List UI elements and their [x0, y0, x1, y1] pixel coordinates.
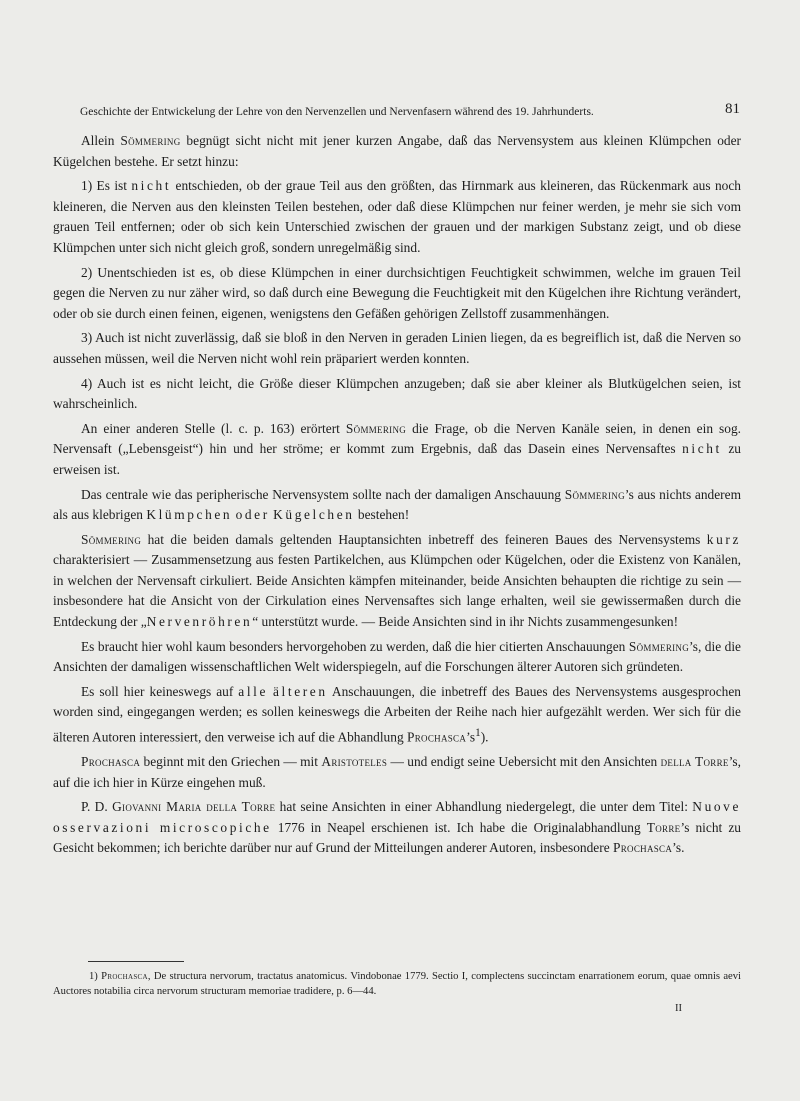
header-title: Geschichte der Entwickelung der Lehre von den Nervenzellen und Nervenfasern während des 19. Jahrhunderts. [80, 106, 594, 118]
text: ’s. [672, 840, 685, 856]
text: — und endigt seine Uebersicht mit den Ansichten [387, 754, 661, 770]
text: Es braucht hier wohl kaum besonders hervorgehoben zu werden, daß die hier citierten Anschauungen [81, 638, 629, 654]
emphasis: kurz [706, 531, 741, 547]
author-name: Sömmering [628, 638, 690, 654]
paragraph-12 [53, 797, 741, 859]
emphasis: nicht [131, 178, 172, 194]
paragraph-2 [53, 176, 741, 258]
text: beginnt mit den Griechen — mit [140, 754, 322, 770]
running-header [80, 101, 740, 120]
paragraph-9 [53, 637, 741, 678]
text: die Frage, ob die Nerven Kanäle seien, in denen ein sog. Nervensaft („Lebensgeist“) hin und her ströme; er kommt zum Ergebnis, daß das Dasein eines Nervensaftes [53, 420, 742, 457]
paragraph-10 [53, 682, 741, 748]
text: ’s, auf die ich hier in Kürze eingehen muß. [53, 754, 741, 790]
text: bestehen! [354, 507, 410, 523]
text: “ unterstützt wurde. — Beide Ansichten sind in ihr Nichts zusammengesunken! [252, 614, 679, 630]
paragraph-3: 2) Unentschieden ist es, ob diese Klümpchen in einer durchsichtigen Feuchtigkeit schwimmen, welche im grauen Teil gegen die Nerven zu nur zäher wird, so daß durch eine Bewegung die Feuchtigkeit mit den Kügelchen ihre Richtung verändert, oder ob sie durch einen feinen, eigenen, wenigstens den Gefäßen gehörigen Zellstoff zusammenhängen. [53, 264, 741, 321]
author-name: Sömmering [564, 486, 625, 502]
body-text [53, 131, 741, 863]
text: Allein [81, 133, 121, 148]
text: 1) [89, 971, 102, 982]
text: An einer anderen Stelle (l. c. p. 163) erörtert [81, 420, 346, 436]
emphasis: Klümpchen [146, 507, 233, 523]
text: hat seine Ansichten in einer Abhandlung niedergelegt, die unter dem Titel: [275, 799, 693, 815]
paragraph-11 [53, 752, 741, 793]
text: begnügt sicht nicht mit jener kurzen Angabe, daß das Nervensystem aus kleinen Klümpchen oder Kügelchen bestehe. Er setzt hinzu: [53, 133, 741, 169]
author-name: della Torre [660, 754, 729, 770]
paragraph-4: 3) Auch ist nicht zuverlässig, daß sie bloß in den Nerven in geraden Linien liegen, da es begreiflich ist, daß die Nerven so aussehen müssen, weil die Nerven nicht wohl rein präpariert werden konnten. [53, 330, 741, 366]
text: Das centrale wie das peripherische Nervensystem sollte nach der damaligen Anschauung [81, 486, 565, 502]
page-number: 81 [725, 101, 740, 117]
author-name: Prochasca [407, 729, 467, 745]
emphasis: Nervenröhren [146, 614, 253, 630]
author-name: Giovanni Maria della Torre [112, 799, 276, 815]
text: ). [480, 729, 489, 745]
author-name: Sömmering [345, 420, 407, 436]
text: ’s, die die Ansichten der damaligen wissenschaftlichen Welt widerspiegeln, auf die Forschungen älterer Autoren sich gründeten. [53, 638, 741, 675]
emphasis: oder [235, 507, 270, 523]
paragraph-6 [53, 419, 741, 481]
text: 1776 in Neapel erschienen ist. Ich habe die Originalabhandlung [271, 819, 647, 835]
footnote [53, 969, 741, 999]
footnote-marker: 1 [475, 727, 481, 740]
text: entschieden, ob der graue Teil aus den größten, das Hirnmark aus kleineren, das Rückenmark aus noch kleineren, die Nerven aus den kleinsten Teilen bestehen, oder daß diese Klümpchen nur feiner werden, je mehr sie sich vom grauen Teil entfernen; oder ob sich kein Unterschied zwischen der grauen und der markigen Substanz zeigt, und ob diese Klümpchen unter sich nicht gleich groß, sondern unregelmäßig sind. [53, 178, 741, 255]
paragraph-5: 4) Auch ist es nicht leicht, die Größe dieser Klümpchen anzugeben; daß sie aber kleiner als Blutkügelchen seien, ist wahrscheinlich. [53, 375, 741, 412]
author-name: Prochasca [81, 754, 141, 770]
author-name: Sömmering [120, 133, 181, 148]
text: ’s [466, 729, 476, 745]
text: ’s aus nichts anderem als aus klebrigen [53, 486, 742, 523]
paragraph-1 [53, 131, 741, 172]
text: , De structura nervorum, tractatus anatomicus. Vindobonae 1779. Sectio I, complectens succinctam enarrationem eorum, quae omnis aevi Auctores notabilia circa nervorum structuram memoriae tradidere, p. 6—44. [53, 971, 741, 997]
text: hat die beiden damals geltenden Hauptansichten inbetreff des feineren Baues des Nervensystems [141, 531, 707, 547]
emphasis: alle [238, 683, 269, 699]
text: Es soll hier keineswegs auf [81, 683, 239, 699]
text: 1) Es ist [81, 178, 132, 194]
emphasis: Kügelchen [273, 507, 355, 523]
emphasis: Nuove osservazioni microscopiche [53, 799, 741, 835]
text: charakterisiert — Zusammensetzung aus festen Partikelchen, aus Klümpchen oder Kügelchen, oder die Existenz von Kanälen, in welchen der Nervensaft cirkuliert. Beide Ansichten kämpfen miteinander, beide Ansichten behaupten die richtige zu sein — insbesondere hat die Ansicht von der Cirkulation eines Nervensaftes sich lange erhalten, weil sie gewissermaßen durch die Entdeckung der „ [53, 552, 741, 630]
text: zu erweisen ist. [53, 441, 741, 477]
footnote-rule [88, 961, 184, 962]
author-name: Prochasca [101, 971, 148, 982]
paragraph-7 [53, 485, 741, 526]
author-name: Prochasca [613, 840, 673, 856]
emphasis: älteren [273, 683, 328, 699]
author-name: Sömmering [81, 531, 142, 547]
paragraph-8 [53, 530, 741, 633]
text: Anschauungen, die inbetreff des Baues des Nervensystems ausgesprochen worden sind, eingegangen werden; es sollen keineswegs die Arbeiten der Reihe nach hier aufgezählt werden. Wer sich für die älteren Autoren interessiert, den verweise ich auf die Abhandlung [53, 683, 741, 745]
text: ’s nicht zu Gesicht bekommen; ich berichte darüber nur auf Grund der Mitteilungen anderer Autoren, insbesondere [53, 819, 741, 856]
emphasis: nicht [682, 441, 722, 457]
author-name: Aristoteles [321, 754, 388, 770]
footnote-text [53, 969, 741, 999]
text: P. D. [81, 799, 113, 815]
signature-mark: II [674, 1003, 682, 1014]
author-name: Torre [646, 819, 681, 835]
